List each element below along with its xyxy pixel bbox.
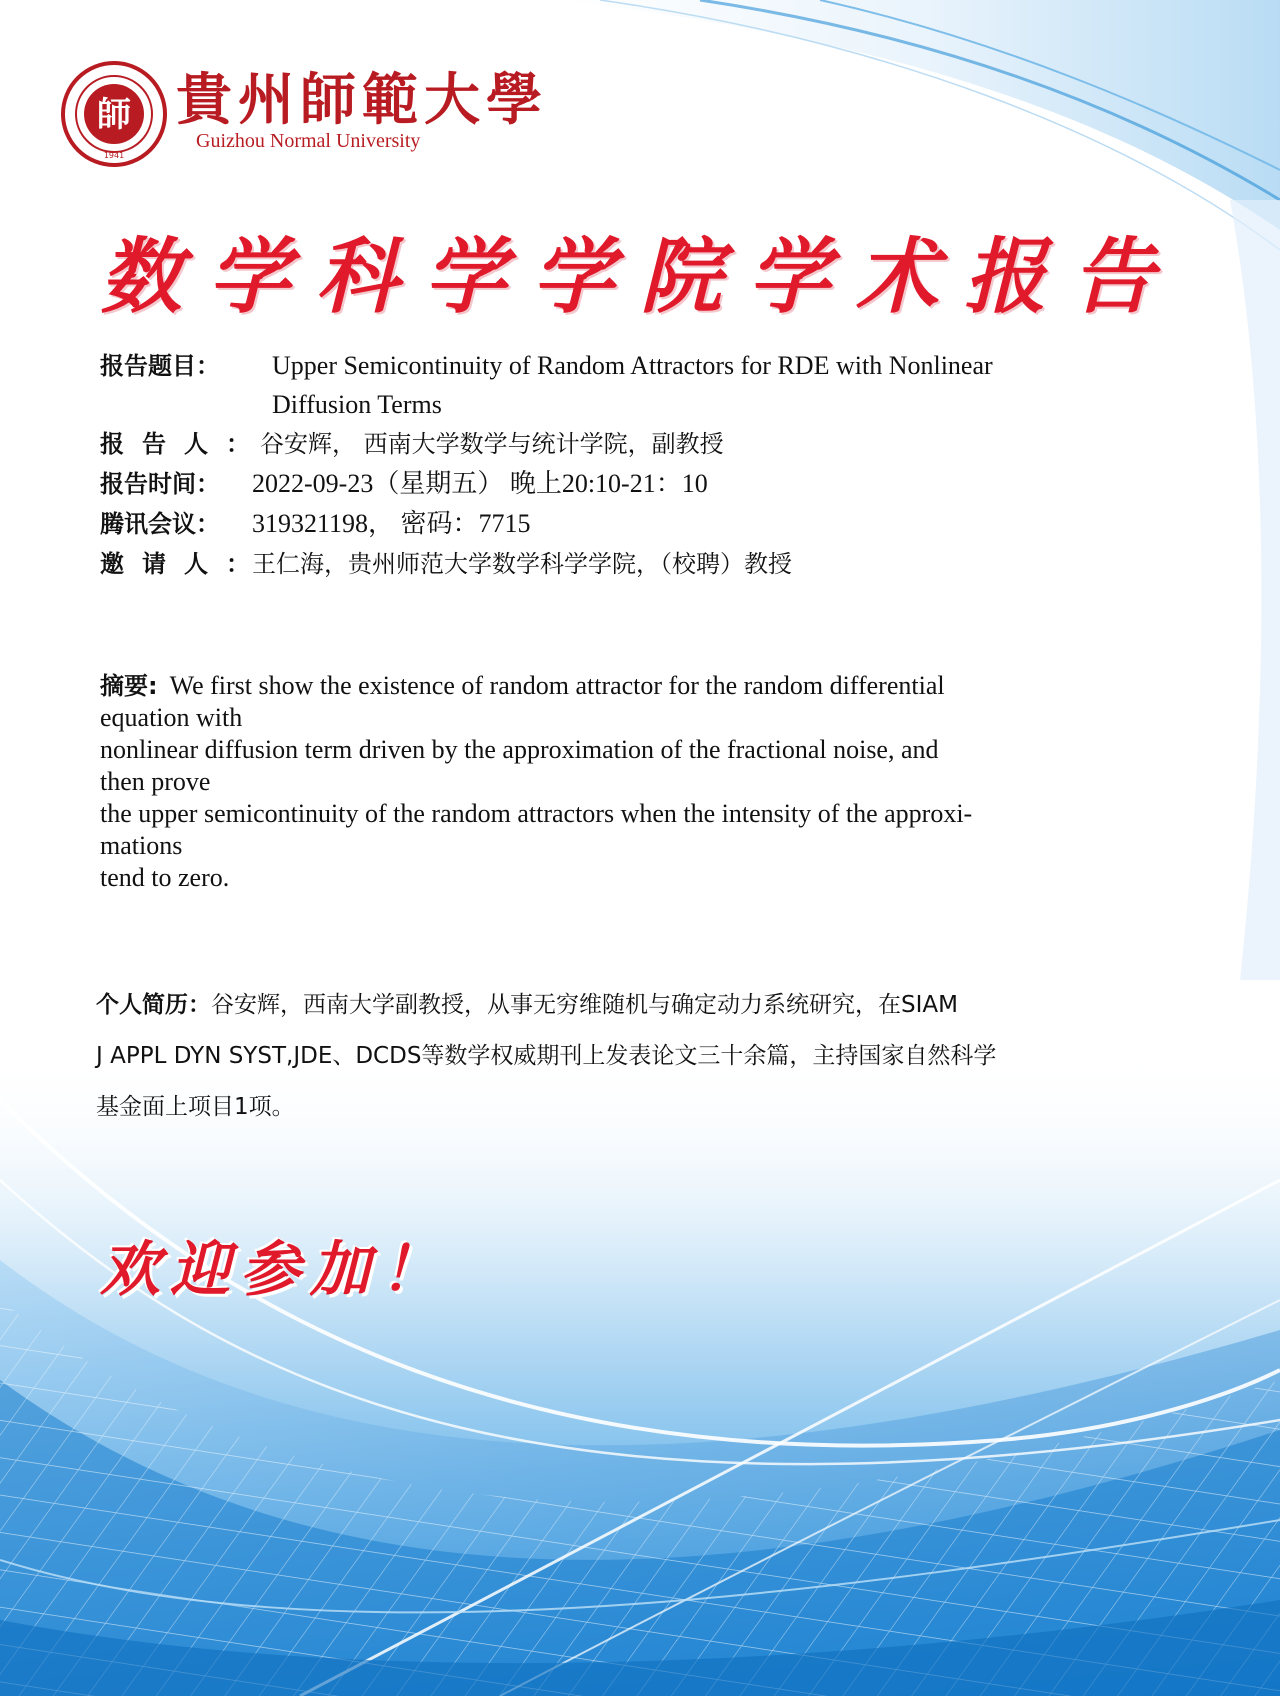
welcome-text: 欢迎参加！ xyxy=(100,1235,450,1305)
time-row xyxy=(100,464,1220,504)
university-name-en: Guizhou Normal University xyxy=(196,130,421,152)
topic-value-continued: Diffusion Terms xyxy=(272,390,442,419)
bio-text-1: 谷安辉，西南大学副教授，从事无穷维随机与确定动力系统研究，在SIAM xyxy=(211,992,958,1018)
abstract-line-3: nonlinear diffusion term driven by the approximation of the fractional noise, and xyxy=(100,735,939,764)
inviter-row xyxy=(100,544,1220,584)
seal-year: 1941 xyxy=(103,151,125,160)
abstract-line-5: the upper semicontinuity of the random attractors when the intensity of the approxi- xyxy=(100,799,973,828)
abstract-line-6: mations xyxy=(100,831,183,860)
abstract-line-7: tend to zero. xyxy=(100,863,230,892)
inviter-label: 邀请人： xyxy=(100,550,268,578)
topic-row xyxy=(100,346,1220,386)
bio-line-1 xyxy=(96,980,1216,1031)
meeting-row xyxy=(100,504,1220,544)
abstract-line-1: We first show the existence of random attractor for the random differential xyxy=(169,671,945,700)
time-label: 报告时间： xyxy=(100,470,220,498)
meeting-value: 319321198， 密码：7715 xyxy=(252,509,531,538)
time-value: 2022-09-23（星期五） 晚上20:10-21：10 xyxy=(252,469,708,498)
speaker-label: 报告人： xyxy=(100,430,268,458)
abstract-label: 摘要: xyxy=(100,672,158,700)
university-name-cn: 貴州師範大學 xyxy=(176,67,548,133)
speaker-bio xyxy=(96,980,1216,1133)
page-title: 数学科学学院学术报告 xyxy=(100,229,1180,325)
abstract-line-4: then prove xyxy=(100,767,211,796)
university-seal-logo xyxy=(60,60,168,168)
abstract xyxy=(100,670,1220,894)
seal-glyph: 師 xyxy=(97,95,131,135)
speaker-row xyxy=(100,424,1220,464)
topic-label: 报告题目： xyxy=(100,352,220,380)
bio-line-3: 基金面上项目1项。 xyxy=(96,1094,295,1120)
meeting-label: 腾讯会议： xyxy=(100,510,220,538)
abstract-line xyxy=(100,670,1220,702)
inviter-value: 王仁海，贵州师范大学数学科学学院，（校聘）教授 xyxy=(252,550,792,578)
bio-line-2: J APPL DYN SYST,JDE、DCDS等数学权威期刊上发表论文三十余篇，主持国家自然科学 xyxy=(96,1043,997,1069)
bio-label: 个人简历： xyxy=(96,992,211,1018)
topic-value: Upper Semicontinuity of Random Attractors for RDE with Nonlinear xyxy=(272,351,993,380)
abstract-line-2: equation with xyxy=(100,703,243,732)
speaker-value: 谷安辉， 西南大学数学与统计学院，副教授 xyxy=(260,430,724,458)
report-info xyxy=(100,346,1220,584)
